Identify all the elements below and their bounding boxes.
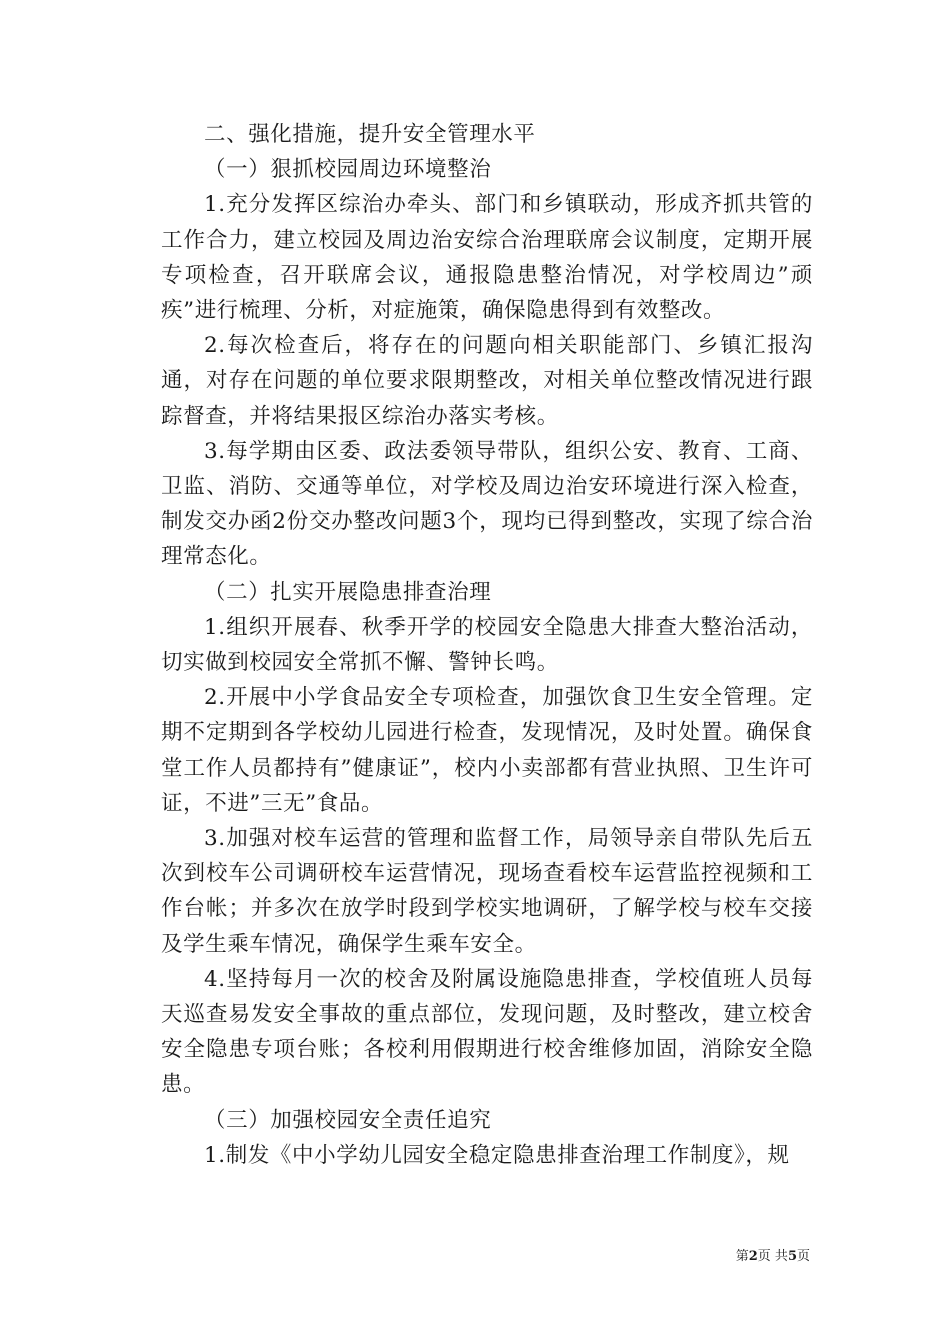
paragraph-2-4: 4.坚持每月一次的校舍及附属设施隐患排查，学校值班人员每天巡查易发安全事故的重点部位，发现问题，及时整改，建立校舍安全隐患专项台账；各校利用假期进行校舍维修加固，消除安全隐患。 (161, 966, 813, 1098)
paragraph-2-3: 3.加强对校车运营的管理和监督工作，局领导亲自带队先后五次到校车公司调研校车运营情况，现场查看校车运营监控视频和工作台帐；并多次在放学时段到学校实地调研，了解学校与校车交接及学生乘车情况，确保学生乘车安全。 (161, 826, 813, 957)
page-number-footer (700, 1245, 810, 1264)
footer-suffix: 页 (796, 1249, 810, 1264)
section-heading: 二、强化措施，提升安全管理水平 (204, 122, 536, 147)
paragraph-1-3: 3.每学期由区委、政法委领导带队，组织公安、教育、工商、卫监、消防、交通等单位，对学校及周边治安环境进行深入检查，制发交办函2份交办整改问题3个，现均已得到整改，实现了综合治理常态化。 (161, 438, 813, 570)
paragraph-3-1: 1.制发《中小学幼儿园安全稳定隐患排查治理工作制度》，规 (204, 1142, 790, 1168)
paragraph-2-1: 1.组织开展春、秋季开学的校园安全隐患大排查大整治活动，切实做到校园安全常抓不懈、警钟长鸣。 (161, 614, 813, 676)
document-body (161, 117, 813, 1173)
subsection-heading-2: （二）扎实开展隐患排查治理 (204, 579, 492, 605)
paragraph-1-2: 2.每次检查后，将存在的问题向相关职能部门、乡镇汇报沟通，对存在问题的单位要求限期整改，对相关单位整改情况进行跟踪督查，并将结果报区综治办落实考核。 (161, 333, 813, 429)
paragraph-1-1: 1.充分发挥区综治办牵头、部门和乡镇联动，形成齐抓共管的工作合力，建立校园及周边治安综合治理联席会议制度，定期开展专项检查，召开联席会议，通报隐患整治情况，对学校周边”顽疾”进行梳理、分析，对症施策，确保隐患得到有效整改。 (161, 192, 813, 324)
footer-prefix: 第 (735, 1249, 749, 1264)
current-page-number: 2 (748, 1249, 758, 1264)
total-pages-number: 5 (787, 1249, 797, 1264)
footer-middle: 页 共 (757, 1249, 788, 1264)
subsection-heading-1: （一）狠抓校园周边环境整治 (204, 157, 492, 183)
paragraph-2-2: 2.开展中小学食品安全专项检查，加强饮食卫生安全管理。定期不定期到各学校幼儿园进行检查，发现情况，及时处置。确保食堂工作人员都持有”健康证”，校内小卖部都有营业执照、卫生许可证，不进”三无”食品。 (161, 685, 813, 816)
subsection-heading-3: （三）加强校园安全责任追究 (204, 1107, 492, 1133)
